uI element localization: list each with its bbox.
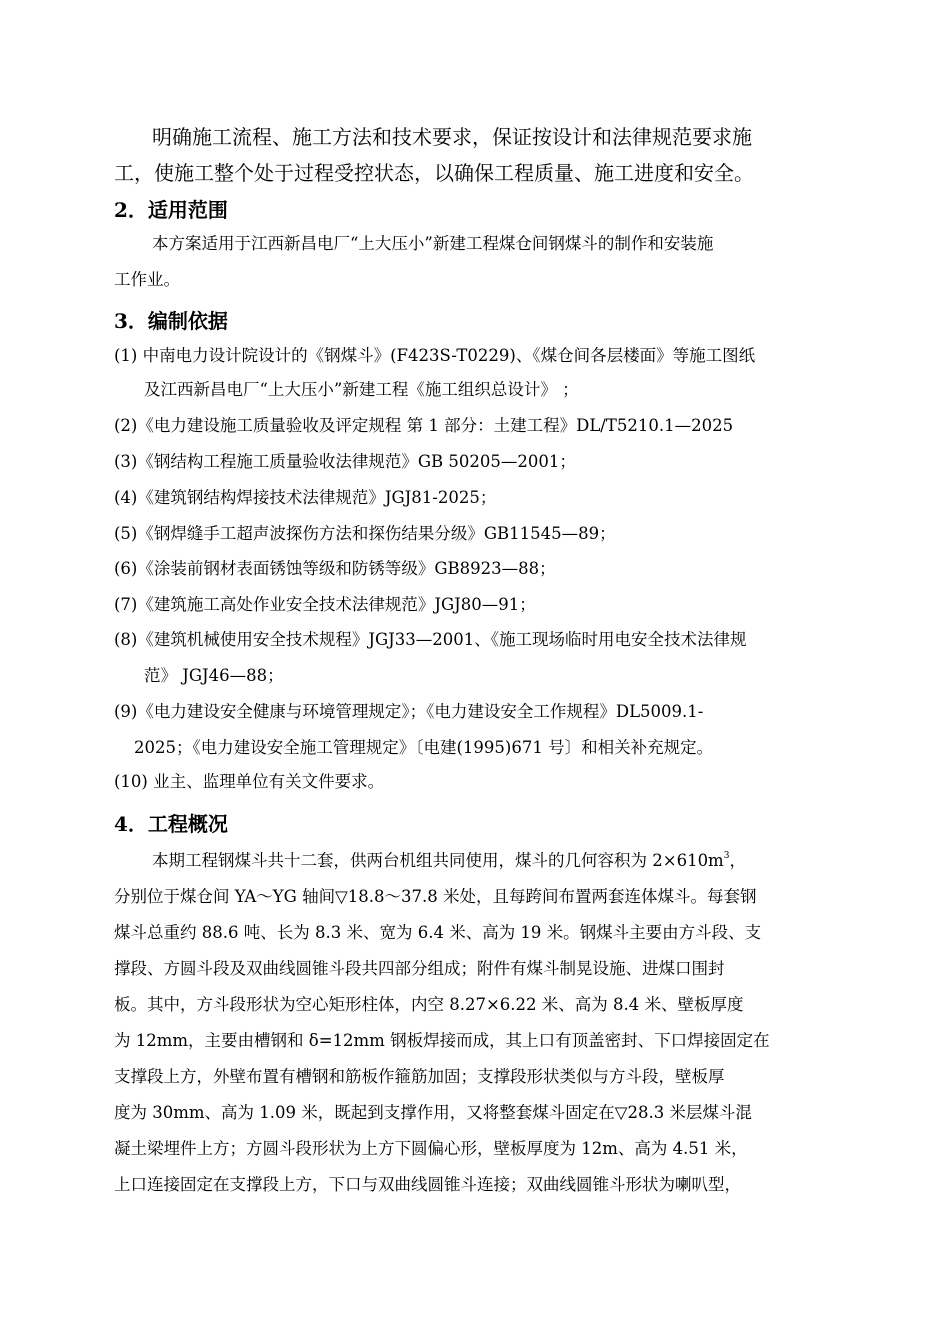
reference-item: (6)《涂装前钢材表面锈蚀等级和防锈等级》GB8923—88；	[114, 559, 556, 578]
reference-item: (3)《钢结构工程施工质量验收法律规范》GB 50205—2001；	[114, 452, 576, 471]
overview-line: 上口连接固定在支撑段上方，下口与双曲线圆锥斗连接；双曲线圆锥斗形状为喇叭型，	[114, 1175, 741, 1194]
overview-line: 支撑段上方，外壁布置有槽钢和筋板作箍筋加固；支撑段形状类似与方斗段，壁板厚	[114, 1067, 725, 1086]
intro-line-2: 工，使施工整个处于过程受控状态，以确保工程质量、施工进度和安全。	[114, 161, 754, 185]
reference-item: (5)《钢焊缝手工超声波探伤方法和探伤结果分级》GB11545—89；	[114, 524, 616, 543]
reference-item: 2025；《电力建设安全施工管理规定》〔电建(1995)671 号〕和相关补充规定。	[134, 738, 714, 757]
overview-line: 煤斗总重约 88.6 吨、长为 8.3 米、宽为 6.4 米、高为 19 米。钢煤斗主要由方斗段、支	[114, 923, 762, 942]
reference-item: (9)《电力建设安全健康与环境管理规定》；《电力建设安全工作规程》DL5009.1-	[114, 702, 704, 721]
overview-line-1-text: 本期工程钢煤斗共十二套，供两台机组共同使用，煤斗的几何容积为 2×610m	[152, 851, 724, 870]
overview-line: 分别位于煤仓间 YA～YG 轴间▽18.8～37.8 米处，且每跨间布置两套连体煤斗。每套钢	[114, 887, 757, 906]
overview-line: 板。其中，方斗段形状为空心矩形柱体，内空 8.27×6.22 米、高为 8.4 米、壁板厚度	[114, 995, 744, 1014]
overview-line-1-end: ，	[729, 851, 746, 870]
reference-item: 范》 JGJ46—88；	[144, 666, 284, 685]
section-2-line-1: 本方案适用于江西新昌电厂“上大压小”新建工程煤仓间钢煤斗的制作和安装施	[152, 234, 714, 253]
overview-line: 凝土梁埋件上方；方圆斗段形状为上方下圆偏心形，壁板厚度为 12m、高为 4.51 米，	[114, 1139, 748, 1158]
reference-item: (4)《建筑钢结构焊接技术法律规范》JGJ81-2025；	[114, 488, 497, 507]
reference-item: 及江西新昌电厂“上大压小”新建工程《施工组织总设计》 ；	[144, 380, 579, 399]
section-2-line-2: 工作业。	[114, 270, 180, 289]
overview-line: 为 12mm，主要由槽钢和 δ=12mm 钢板焊接而成，其上口有顶盖密封、下口焊接固定在	[114, 1031, 770, 1050]
cubic-superscript: 3	[723, 851, 730, 861]
overview-line: 撑段、方圆斗段及双曲线圆锥斗段共四部分组成；附件有煤斗制晃设施、进煤口围封	[114, 959, 725, 978]
section-4-heading: 4．工程概况	[114, 812, 228, 836]
reference-item: (7)《建筑施工高处作业安全技术法律规范》JGJ80—91；	[114, 595, 536, 614]
reference-item: (1) 中南电力设计院设计的《钢煤斗》(F423S-T0229)、《煤仓间各层楼面》等施工图纸	[114, 346, 756, 365]
intro-line-1: 明确施工流程、施工方法和技术要求，保证按设计和法律规范要求施	[152, 125, 752, 149]
reference-item: (10) 业主、监理单位有关文件要求。	[114, 772, 385, 791]
overview-line-1	[152, 852, 950, 870]
overview-line: 度为 30mm、高为 1.09 米，既起到支撑作用，又将整套煤斗固定在▽28.3 米层煤斗混	[114, 1103, 752, 1122]
reference-item: (2)《电力建设施工质量验收及评定规程 第 1 部分：土建工程》DL/T5210.1—2025	[114, 416, 734, 435]
reference-item: (8)《建筑机械使用安全技术规程》JGJ33—2001、《施工现场临时用电安全技术法律规	[114, 630, 747, 649]
section-3-heading: 3．编制依据	[114, 309, 228, 333]
section-2-heading: 2．适用范围	[114, 198, 228, 222]
